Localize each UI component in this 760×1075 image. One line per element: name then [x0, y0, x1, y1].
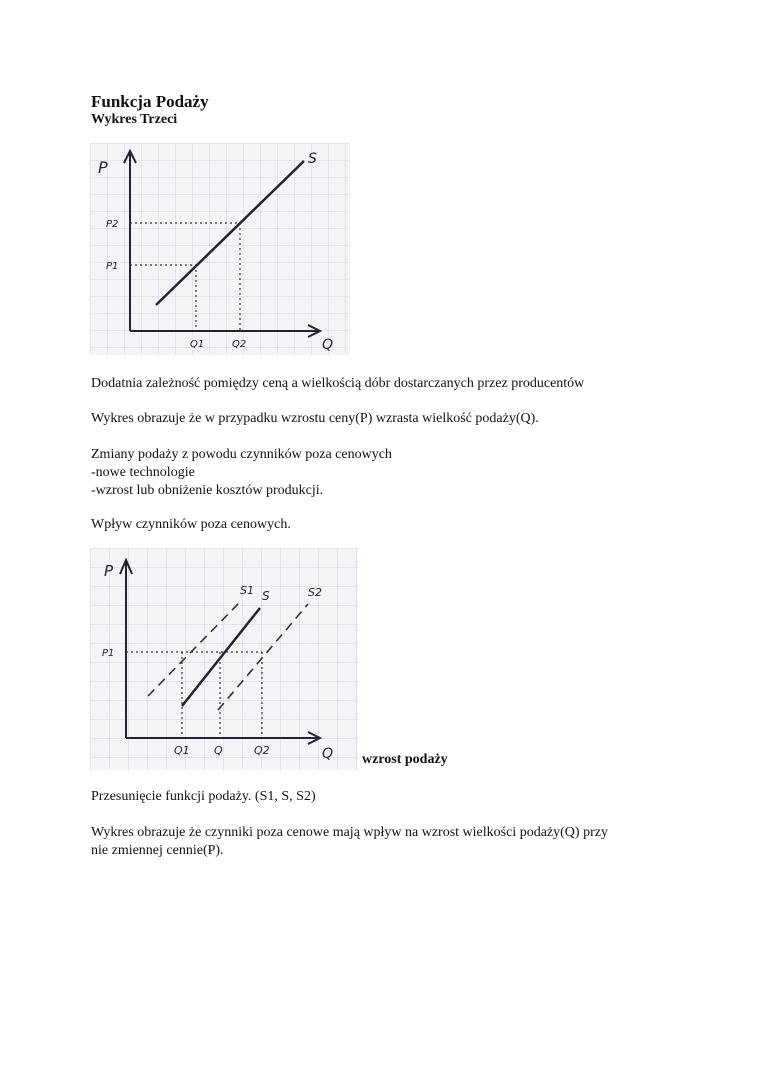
- y-axis-label: P: [104, 562, 114, 580]
- paragraph-factor-technology: -nowe technologie: [91, 465, 195, 480]
- quantity-label-q: Q: [214, 744, 223, 757]
- quantity-label-q2: Q2: [254, 744, 270, 757]
- paragraph-conclusion-line2: nie zmiennej cennie(P).: [91, 843, 224, 858]
- paragraph-factor-costs: -wzrost lub obniżenie kosztów produkcji.: [91, 483, 324, 498]
- price-label-p1: P1: [106, 261, 119, 272]
- curve-label-s: S: [308, 151, 317, 167]
- quantity-label-q1: Q1: [174, 744, 190, 757]
- curve-label-s1: S1: [240, 584, 254, 597]
- supply-chart-figure: [90, 143, 350, 355]
- price-label-p2: P2: [106, 219, 119, 230]
- y-axis-label: P: [98, 158, 108, 177]
- quantity-label-q1: Q1: [190, 339, 205, 350]
- curve-label-s: S: [262, 589, 270, 603]
- supply-shift-figure: [90, 548, 358, 770]
- figure-caption: wzrost podaży: [362, 752, 448, 767]
- quantity-label-q2: Q2: [232, 339, 247, 350]
- supply-chart-svg: [90, 143, 350, 355]
- paragraph-definition: Dodatnia zależność pomiędzy ceną a wielkością dóbr dostarczanych przez producentów: [91, 376, 585, 391]
- x-axis-label: Q: [322, 746, 334, 762]
- paragraph-influence: Wpływ czynników poza cenowych.: [91, 517, 291, 532]
- paragraph-shift: Przesunięcie funkcji podaży. (S1, S, S2): [91, 789, 316, 804]
- page-title: Funkcja Podaży: [91, 92, 209, 111]
- x-axis-label: Q: [322, 337, 334, 353]
- page-subtitle: Wykres Trzeci: [91, 112, 178, 127]
- paragraph-conclusion-line1: Wykres obrazuje że czynniki poza cenowe mają wpływ na wzrost wielkości podaży(Q) przy: [91, 825, 608, 840]
- supply-shift-svg: [90, 548, 358, 770]
- paragraph-factors-heading: Zmiany podaży z powodu czynników poza cenowych: [91, 447, 392, 462]
- price-label-p1: P1: [102, 648, 115, 659]
- paragraph-explanation: Wykres obrazuje że w przypadku wzrostu ceny(P) wzrasta wielkość podaży(Q).: [91, 411, 539, 426]
- curve-label-s2: S2: [308, 586, 322, 599]
